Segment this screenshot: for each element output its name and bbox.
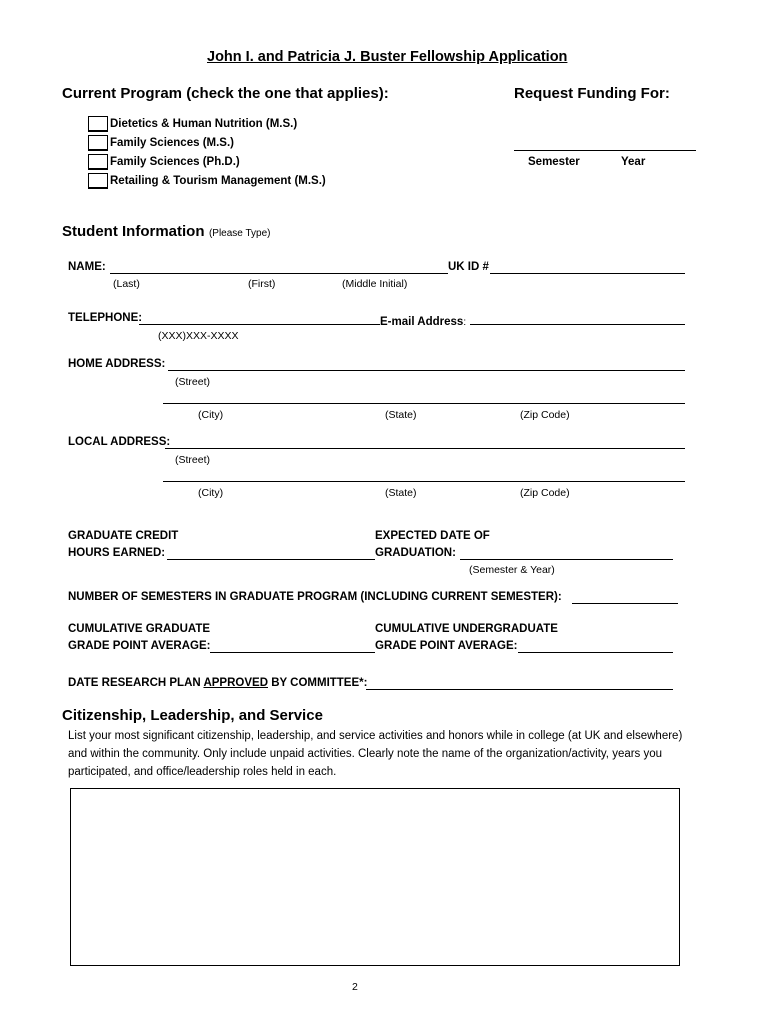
home-street-field[interactable] (168, 370, 685, 371)
funding-term-field[interactable] (514, 150, 696, 151)
local-state-caption: (State) (385, 487, 417, 499)
cum-undergrad-gpa-field[interactable] (518, 652, 673, 653)
home-state-caption: (State) (385, 409, 417, 421)
request-funding-heading: Request Funding For: (514, 85, 670, 102)
local-address-label: LOCAL ADDRESS: (68, 436, 171, 448)
cum-grad-gpa-label-line2: GRADE POINT AVERAGE: (68, 640, 211, 652)
expected-date-label-line1: EXPECTED DATE OF (375, 530, 490, 542)
name-first-caption: (First) (248, 278, 276, 290)
email-field[interactable] (470, 324, 685, 325)
student-info-heading: Student Information (62, 223, 205, 240)
checkbox-dietetics[interactable] (88, 116, 108, 132)
local-street-field[interactable] (165, 448, 685, 449)
checkbox-retailing-tourism[interactable] (88, 173, 108, 189)
program-option-label: Family Sciences (Ph.D.) (110, 156, 240, 168)
student-info-header (62, 223, 270, 241)
document-title: John I. and Patricia J. Buster Fellowship Application (207, 49, 568, 65)
grad-credit-label-line1: GRADUATE CREDIT (68, 530, 179, 542)
citizenship-instructions: List your most significant citizenship, leadership, and service activities and honors while in college (at UK and elsewhere) and within the community. Only include unpaid activities. Clearly note the name of the organization/activity, years you participated, and office/leadership roles held in each. (68, 730, 683, 778)
email-label: E-mail Address (380, 316, 464, 328)
name-last-caption: (Last) (113, 278, 140, 290)
home-city-state-zip-field[interactable] (163, 403, 685, 404)
program-option-label: Family Sciences (M.S.) (110, 137, 234, 149)
local-city-state-zip-field[interactable] (163, 481, 685, 482)
semester-year-caption: (Semester & Year) (469, 564, 555, 576)
date-research-pre: DATE RESEARCH PLAN (68, 677, 204, 689)
date-research-plan-field[interactable] (366, 689, 673, 690)
date-research-approved: APPROVED (203, 677, 268, 689)
email-label-group (380, 312, 466, 330)
program-option-label: Dietetics & Human Nutrition (M.S.) (110, 118, 298, 130)
funding-year-label: Year (621, 156, 646, 168)
home-street-caption: (Street) (175, 376, 211, 388)
cum-grad-gpa-label-line1: CUMULATIVE GRADUATE (68, 623, 211, 635)
citizenship-response-box[interactable] (70, 788, 680, 966)
ukid-label: UK ID # (448, 261, 489, 273)
program-option-label: Retailing & Tourism Management (M.S.) (110, 175, 326, 187)
telephone-field[interactable] (139, 324, 380, 325)
expected-date-label-line2: GRADUATION: (375, 547, 456, 559)
grad-credit-hours-field[interactable] (167, 559, 375, 560)
checkbox-family-sciences-phd[interactable] (88, 154, 108, 170)
email-colon: : (463, 316, 467, 328)
home-zip-caption: (Zip Code) (520, 409, 570, 421)
name-field[interactable] (110, 273, 448, 274)
date-research-post: BY COMMITTEE*: (268, 677, 368, 689)
cum-undergrad-gpa-label-line2: GRADE POINT AVERAGE: (375, 640, 518, 652)
cum-undergrad-gpa-label-line1: CUMULATIVE UNDERGRADUATE (375, 623, 558, 635)
ukid-field[interactable] (490, 273, 685, 274)
please-type-note: (Please Type) (208, 228, 271, 239)
page-number: 2 (352, 981, 358, 993)
name-label: NAME: (68, 261, 106, 273)
local-city-caption: (City) (198, 487, 224, 499)
funding-semester-label: Semester (528, 156, 580, 168)
cum-grad-gpa-field[interactable] (210, 652, 375, 653)
telephone-label: TELEPHONE: (68, 312, 143, 324)
local-street-caption: (Street) (175, 454, 211, 466)
num-semesters-field[interactable] (572, 603, 678, 604)
local-zip-caption: (Zip Code) (520, 487, 570, 499)
grad-credit-label-line2: HOURS EARNED: (68, 547, 166, 559)
checkbox-family-sciences-ms[interactable] (88, 135, 108, 151)
date-research-plan-label (68, 677, 367, 689)
home-address-label: HOME ADDRESS: (68, 358, 166, 370)
num-semesters-label: NUMBER OF SEMESTERS IN GRADUATE PROGRAM (INCLUDING CURRENT SEMESTER): (68, 591, 562, 603)
expected-graduation-field[interactable] (460, 559, 673, 560)
home-city-caption: (City) (198, 409, 224, 421)
name-middle-caption: (Middle Initial) (342, 278, 408, 290)
telephone-format-caption: (XXX)XXX-XXXX (158, 330, 239, 342)
citizenship-heading: Citizenship, Leadership, and Service (62, 707, 323, 724)
current-program-heading: Current Program (check the one that applies): (62, 85, 389, 102)
